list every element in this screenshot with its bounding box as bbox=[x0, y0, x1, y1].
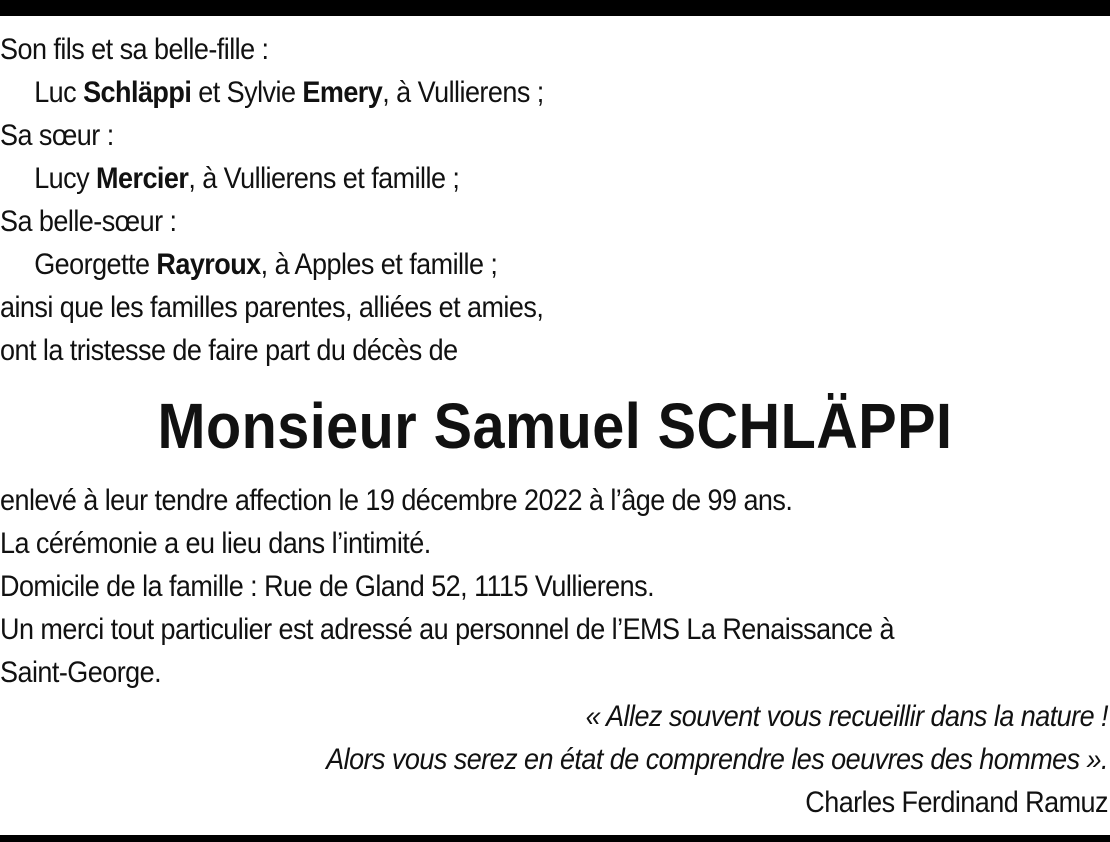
family-announcement bbox=[0, 28, 999, 372]
thanks-line: Un merci tout particulier est adressé au personnel de l’EMS La Renaissance à bbox=[0, 613, 894, 646]
sister-surname: Mercier bbox=[96, 162, 189, 195]
son-entry bbox=[0, 71, 999, 114]
son-surname: Schläppi bbox=[83, 76, 192, 109]
sister-in-law-heading: Sa belle-sœur : bbox=[0, 205, 177, 238]
death-details bbox=[0, 479, 999, 694]
sister-entry bbox=[0, 157, 999, 200]
son-heading: Son fils et sa belle-fille : bbox=[0, 33, 269, 66]
sister-in-law-first-name: Georgette bbox=[34, 248, 157, 281]
top-border-rule bbox=[0, 0, 1110, 16]
quotation bbox=[109, 695, 1108, 824]
quote-line-2: Alors vous serez en état de comprendre les oeuvres des hommes ». bbox=[326, 743, 1108, 776]
family-address-line: Domicile de la famille : Rue de Gland 52, 1115 Vullierens. bbox=[0, 570, 655, 603]
son-first-name: Luc bbox=[34, 76, 84, 109]
son-place: , à Vullierens ; bbox=[382, 76, 544, 109]
death-date-line: enlevé à leur tendre affection le 19 décembre 2022 à l’âge de 99 ans. bbox=[0, 484, 793, 517]
ceremony-line: La cérémonie a eu lieu dans l’intimité. bbox=[0, 527, 431, 560]
bottom-border-rule bbox=[0, 835, 1110, 842]
daughter-in-law-surname: Emery bbox=[302, 76, 383, 109]
announce-line: ont la tristesse de faire part du décès de bbox=[0, 334, 458, 367]
other-families-line: ainsi que les familles parentes, alliées et amies, bbox=[0, 291, 544, 324]
deceased-name: Monsieur Samuel SCHLÄPPI bbox=[157, 390, 953, 462]
son-connector: et Sylvie bbox=[191, 76, 303, 109]
sister-place: , à Vullierens et famille ; bbox=[188, 162, 460, 195]
sister-heading: Sa sœur : bbox=[0, 119, 114, 152]
quote-author: Charles Ferdinand Ramuz bbox=[805, 786, 1108, 819]
sister-first-name: Lucy bbox=[34, 162, 97, 195]
quote-line-1: « Allez souvent vous recueillir dans la nature ! bbox=[585, 700, 1108, 733]
sister-in-law-surname: Rayroux bbox=[156, 248, 261, 281]
thanks-line-continued: Saint-George. bbox=[0, 656, 162, 689]
sister-in-law-entry bbox=[0, 243, 999, 286]
sister-in-law-place: , à Apples et famille ; bbox=[260, 248, 498, 281]
